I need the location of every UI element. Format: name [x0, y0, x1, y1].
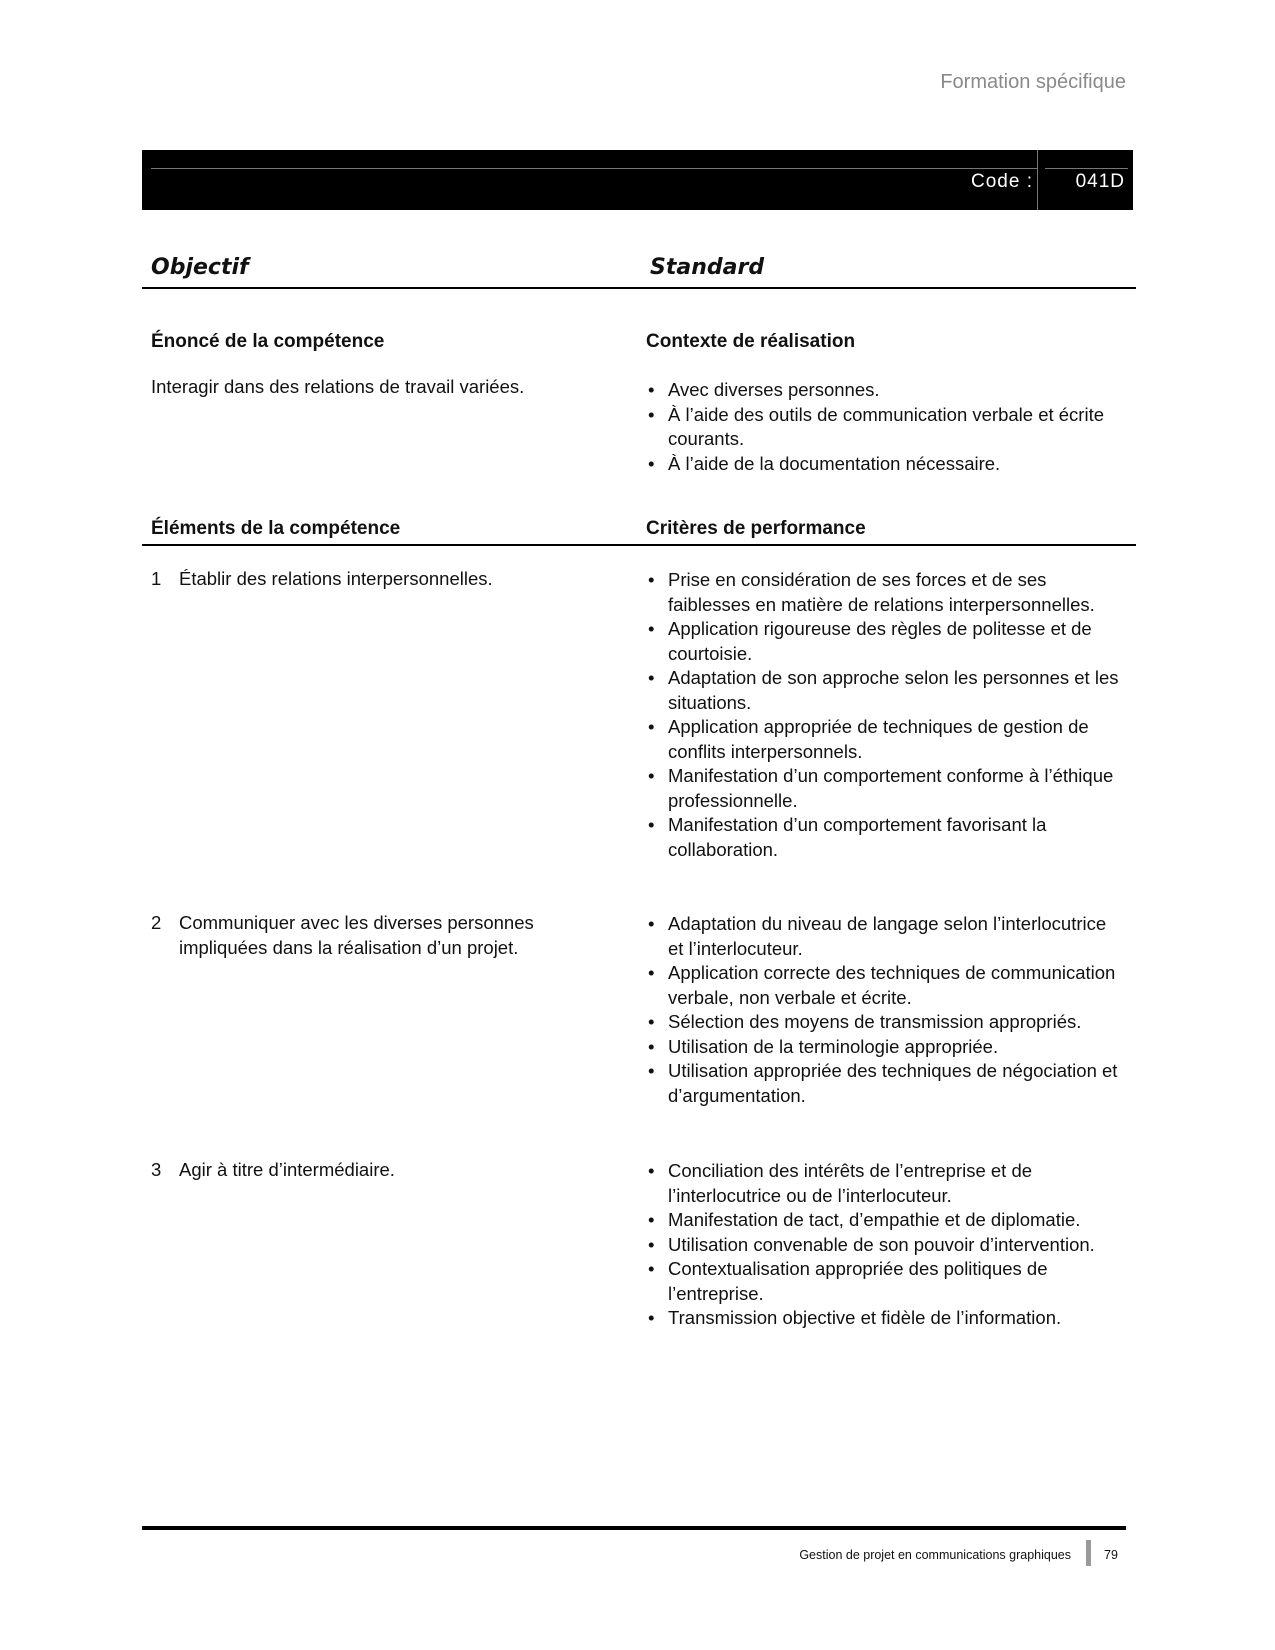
elements-title: Éléments de la compétence — [151, 518, 401, 539]
divider — [142, 544, 1136, 546]
list-item: • Manifestation d’un comportement favorisant la collaboration. — [646, 813, 1121, 862]
list-item: • Application correcte des techniques de communication verbale, non verbale et écrite. — [646, 961, 1121, 1010]
contexte-title: Contexte de réalisation — [646, 331, 856, 352]
page-number: 79 — [1104, 1548, 1118, 1562]
enonce-text: Interagir dans des relations de travail variées. — [151, 376, 525, 397]
list-item: • Application appropriée de techniques de gestion de conflits interpersonnels. — [646, 715, 1121, 764]
list-item: • À l’aide des outils de communication verbale et écrite courants. — [646, 403, 1116, 452]
list-item: • Utilisation de la terminologie appropriée. — [646, 1035, 1121, 1060]
list-item: • Adaptation du niveau de langage selon l’interlocutrice et l’interlocuteur. — [646, 912, 1121, 961]
element-text: Communiquer avec les diverses personnes impliquées dans la réalisation d’un projet. — [179, 912, 534, 958]
criteria-list — [646, 568, 1121, 862]
list-item: • Manifestation d’un comportement conforme à l’éthique professionnelle. — [646, 764, 1121, 813]
list-item: • Manifestation de tact, d’empathie et de diplomatie. — [646, 1208, 1121, 1233]
code-banner — [142, 150, 1133, 210]
list-item: • Sélection des moyens de transmission appropriés. — [646, 1010, 1121, 1035]
list-item: • Conciliation des intérêts de l’entreprise et de l’interlocutrice ou de l’interlocuteur. — [646, 1159, 1121, 1208]
list-item: • Adaptation de son approche selon les personnes et les situations. — [646, 666, 1121, 715]
element-item — [151, 911, 591, 960]
footer-separator — [1086, 1540, 1091, 1566]
list-item: • Avec diverses personnes. — [646, 378, 1116, 403]
section-header: Formation spécifique — [940, 71, 1126, 93]
footer-title: Gestion de projet en communications graphiques — [799, 1548, 1071, 1562]
divider — [1045, 168, 1128, 169]
enonce-title: Énoncé de la compétence — [151, 331, 385, 352]
contexte-list — [646, 378, 1116, 476]
criteria-list — [646, 912, 1121, 1108]
list-item: • Transmission objective et fidèle de l’information. — [646, 1306, 1121, 1331]
list-item: • Prise en considération de ses forces et de ses faiblesses en matière de relations interpersonnelles. — [646, 568, 1121, 617]
footer-rule — [142, 1526, 1126, 1530]
list-item: • Contextualisation appropriée des politiques de l’entreprise. — [646, 1257, 1121, 1306]
code-label: Code : — [971, 171, 1033, 192]
list-item: • Utilisation convenable de son pouvoir d’intervention. — [646, 1233, 1121, 1258]
standard-heading: Standard — [650, 255, 765, 280]
element-item — [151, 1158, 591, 1183]
list-item: • Application rigoureuse des règles de politesse et de courtoisie. — [646, 617, 1121, 666]
divider — [1037, 150, 1038, 210]
objectif-heading: Objectif — [151, 255, 249, 280]
divider — [151, 168, 1037, 169]
list-item: • Utilisation appropriée des techniques de négociation et d’argumentation. — [646, 1059, 1121, 1108]
criteria-list — [646, 1159, 1121, 1331]
element-item — [151, 567, 591, 592]
criteres-title: Critères de performance — [646, 518, 866, 539]
element-number: 2 — [151, 912, 162, 933]
code-value: 041D — [1075, 171, 1125, 192]
element-text: Établir des relations interpersonnelles. — [179, 568, 493, 589]
element-number: 3 — [151, 1159, 162, 1180]
list-item: • À l’aide de la documentation nécessaire. — [646, 452, 1116, 477]
element-number: 1 — [151, 568, 162, 589]
element-text: Agir à titre d’intermédiaire. — [179, 1159, 395, 1180]
divider — [142, 287, 1136, 289]
